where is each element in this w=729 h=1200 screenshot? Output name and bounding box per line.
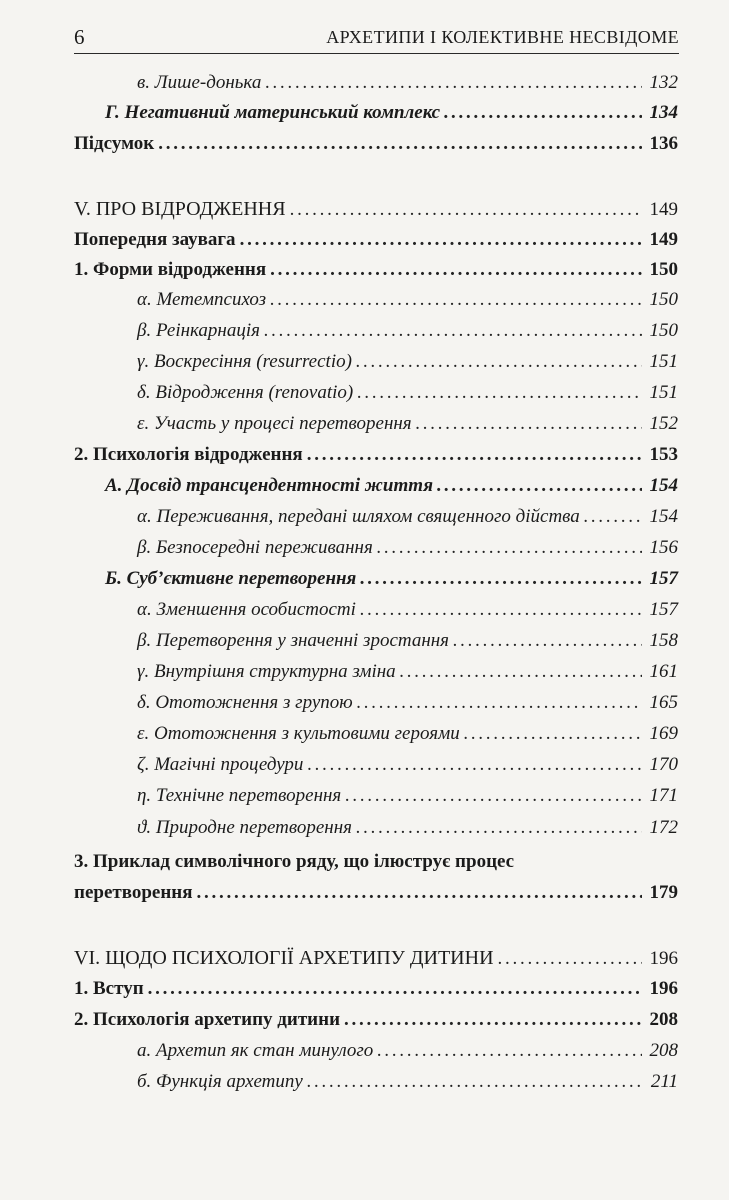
toc-entry-title: в. Лише-донька [137, 72, 262, 93]
toc-entry-title-line2: перетворення [74, 882, 193, 903]
toc-entry-title: ϑ. Природне перетворення [137, 817, 352, 838]
toc-entry-page: 179 [649, 882, 678, 903]
dot-leader [197, 880, 642, 906]
toc-entry [105, 100, 678, 126]
toc-entry-page: 170 [649, 754, 678, 775]
toc-entry-page: 151 [649, 351, 678, 372]
toc-entry-title: ζ. Магічні процедури [137, 754, 304, 775]
toc-entry [137, 659, 678, 685]
dot-leader [307, 752, 642, 778]
toc-entry [74, 880, 678, 906]
dot-leader [360, 597, 642, 623]
toc-entry-title: γ. Внутрішня структурна зміна [137, 661, 396, 682]
dot-leader [437, 473, 642, 499]
toc-entry-title: α. Переживання, передані шляхом священного дійства [137, 506, 580, 527]
dot-leader [584, 504, 642, 530]
toc-entry [74, 227, 678, 253]
toc-entry-page: 149 [649, 199, 678, 220]
dot-leader [148, 976, 642, 1002]
toc-entry-title: ε. Участь у процесі перетворення [137, 413, 412, 434]
toc-entry-title: Г. Негативний материнський комплекс [105, 102, 441, 123]
toc-entry-title: β. Безпосередні переживання [137, 537, 373, 558]
toc-entry-page: 154 [649, 475, 678, 496]
toc-entry-page: 156 [649, 537, 678, 558]
toc-entry-title: 2. Психологія відродження [74, 444, 303, 465]
toc-entry [137, 504, 678, 530]
toc-entry-title: 1. Форми відродження [74, 259, 267, 280]
dot-leader [357, 690, 642, 716]
dot-leader [360, 566, 642, 592]
toc-entry-title-line1: 3. Приклад символічного ряду, що ілюструє процес [74, 851, 515, 872]
toc-entry-title: 2. Психологія архетипу дитини [74, 1009, 341, 1030]
toc-entry-page: 150 [649, 259, 678, 280]
toc-entry [137, 815, 678, 841]
toc-entry [137, 318, 678, 344]
dot-leader [444, 100, 642, 126]
dot-leader [270, 257, 642, 283]
toc-entry-page: 208 [649, 1040, 678, 1061]
dot-leader [345, 783, 642, 809]
dot-leader [377, 535, 642, 561]
dot-leader [240, 227, 642, 253]
toc-entry-page: 196 [649, 978, 678, 999]
toc-entry [137, 1069, 678, 1095]
dot-leader [307, 442, 642, 468]
toc-entry [74, 976, 678, 1002]
toc-entry-page: 196 [649, 948, 678, 969]
toc-entry-page: 211 [650, 1071, 678, 1092]
toc-entry [137, 783, 678, 809]
toc-entry [105, 566, 678, 592]
toc-entry-page: 152 [649, 413, 678, 434]
toc-entry-title: 1. Вступ [74, 978, 144, 999]
toc-entry [105, 473, 678, 499]
toc-entry-title: ε. Ототожнення з культовими героями [137, 723, 460, 744]
toc-entry-page: 158 [649, 630, 678, 651]
dot-leader [290, 197, 642, 223]
dot-leader [344, 1007, 642, 1033]
toc-entry-page: 132 [649, 72, 678, 93]
dot-leader [464, 721, 642, 747]
toc-entry-title: Підсумок [74, 133, 155, 154]
toc-entry-title: β. Перетворення у значенні зростання [137, 630, 450, 651]
toc-entry-page: 154 [649, 506, 678, 527]
page-number: 6 [74, 25, 85, 49]
toc-entry-title: Попередня заувага [74, 229, 236, 250]
toc-entry-title: б. Функція архетипу [137, 1071, 303, 1092]
toc-entry [137, 721, 678, 747]
toc-entry-page: 169 [649, 723, 678, 744]
toc-entry-title: А. Досвід трансцендентності життя [105, 475, 434, 496]
toc-chapter [74, 945, 678, 972]
toc-entry-page: 151 [649, 382, 678, 403]
toc-entry-page: 172 [649, 817, 678, 838]
toc-entry-page: 134 [649, 102, 678, 123]
toc-entry-page: 208 [649, 1009, 678, 1030]
toc-entry-page: 136 [649, 133, 678, 154]
toc-entry-title: γ. Воскресіння (resurrectio) [137, 351, 352, 372]
dot-leader [416, 411, 642, 437]
toc-entry [137, 1038, 678, 1064]
toc-entry-title: δ. Відродження (renovatio) [137, 382, 354, 403]
toc-entry-title: δ. Ототожнення з групою [137, 692, 353, 713]
toc-entry [74, 442, 678, 468]
toc-entry [137, 752, 678, 778]
toc-entry [137, 287, 678, 313]
toc-entry-page: 149 [649, 229, 678, 250]
toc-entry-page: 153 [649, 444, 678, 465]
dot-leader [158, 131, 642, 157]
dot-leader [377, 1038, 642, 1064]
toc-entry-title: α. Метемпсихоз [137, 289, 267, 310]
toc-entry [74, 1007, 678, 1033]
toc-chapter-title: VI. ЩОДО ПСИХОЛОГІЇ АРХЕТИПУ ДИТИНИ [74, 947, 494, 969]
toc-entry [137, 597, 678, 623]
dot-leader [498, 946, 642, 972]
dot-leader [265, 70, 642, 96]
toc-entry [137, 380, 678, 406]
toc-entry [137, 349, 678, 375]
toc-entry-title: η. Технічне перетворення [137, 785, 342, 806]
toc-entry [137, 690, 678, 716]
dot-leader [264, 318, 642, 344]
dot-leader [356, 815, 642, 841]
dot-leader [453, 628, 642, 654]
toc-entry-page: 161 [649, 661, 678, 682]
running-header [74, 25, 679, 54]
toc-entry [137, 628, 678, 654]
toc-entry [137, 70, 678, 96]
toc-entry [137, 535, 678, 561]
running-title: АРХЕТИПИ І КОЛЕКТИВНЕ НЕСВІДОМЕ [326, 27, 679, 47]
toc-entry-page: 171 [649, 785, 678, 806]
toc-chapter-title: V. ПРО ВІДРОДЖЕННЯ [74, 198, 286, 220]
dot-leader [356, 349, 642, 375]
toc-entry-title: Б. Суб’єктивне перетворення [105, 568, 357, 589]
toc-entry [74, 131, 678, 157]
toc-entry-title: β. Реінкарнація [137, 320, 260, 341]
toc-entry [137, 411, 678, 437]
toc-chapter [74, 196, 678, 223]
dot-leader [400, 659, 642, 685]
toc-entry-page: 150 [649, 289, 678, 310]
toc-entry-title: а. Архетип як стан минулого [137, 1040, 374, 1061]
toc-entry-page: 150 [649, 320, 678, 341]
toc-entry [74, 257, 678, 283]
toc-entry-page: 157 [649, 568, 678, 589]
dot-leader [357, 380, 642, 406]
toc-entry-page: 157 [649, 599, 678, 620]
toc-entry-title: α. Зменшення особистості [137, 599, 356, 620]
dot-leader [307, 1069, 642, 1095]
toc-entry-page: 165 [649, 692, 678, 713]
dot-leader [270, 287, 642, 313]
